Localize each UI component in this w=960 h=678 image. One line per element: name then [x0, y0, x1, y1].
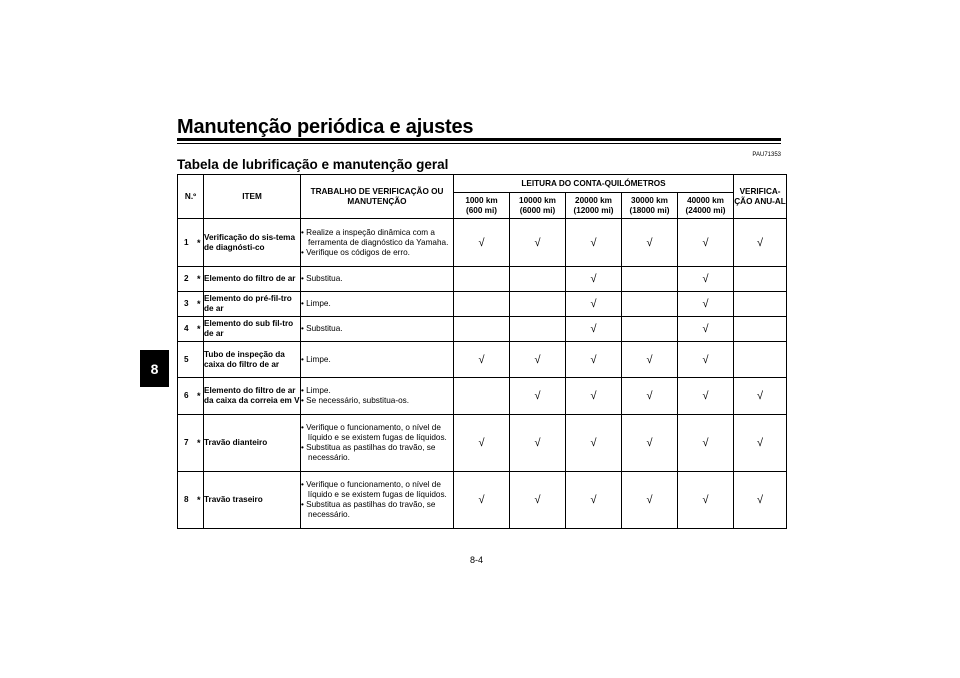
check-cell: √: [622, 378, 678, 415]
interval-header: 40000 km (24000 mi): [678, 193, 734, 219]
check-cell: [454, 267, 510, 292]
row-work: • Limpe. • Se necessário, substitua-os.: [301, 378, 454, 415]
check-cell: √: [454, 415, 510, 472]
check-cell: √: [566, 415, 622, 472]
check-cell: √: [678, 267, 734, 292]
check-cell: √: [678, 292, 734, 317]
check-cell: √: [510, 342, 566, 378]
col-header-work: TRABALHO DE VERIFICAÇÃO OU MANUTENÇÃO: [301, 175, 454, 219]
maintenance-table: [177, 174, 787, 529]
row-item: Elemento do filtro de ar da caixa da correia em V: [204, 378, 301, 415]
row-star: *: [195, 267, 204, 292]
row-number: 3: [178, 292, 195, 317]
check-cell: √: [454, 472, 510, 529]
check-cell: √: [734, 472, 787, 529]
check-cell: √: [566, 317, 622, 342]
check-cell: [622, 267, 678, 292]
check-cell: √: [510, 472, 566, 529]
row-number: 6: [178, 378, 195, 415]
title-rule-thin: [177, 143, 781, 144]
row-number: 2: [178, 267, 195, 292]
check-cell: [734, 267, 787, 292]
row-number: 1: [178, 219, 195, 267]
row-star: *: [195, 472, 204, 529]
check-cell: √: [622, 472, 678, 529]
section-heading: Tabela de lubrificação e manutenção geral: [177, 157, 449, 172]
row-number: 4: [178, 317, 195, 342]
header-row: [178, 175, 787, 193]
row-star: *: [195, 317, 204, 342]
section-tab: 8: [140, 350, 169, 387]
row-number: 8: [178, 472, 195, 529]
check-cell: [454, 292, 510, 317]
check-cell: √: [678, 342, 734, 378]
row-item: Verificação do sis-tema de diagnósti-co: [204, 219, 301, 267]
row-item: Tubo de inspeção da caixa do filtro de ar: [204, 342, 301, 378]
check-cell: √: [678, 219, 734, 267]
check-cell: √: [510, 378, 566, 415]
check-cell: √: [566, 267, 622, 292]
check-cell: [734, 317, 787, 342]
check-cell: [510, 292, 566, 317]
check-cell: √: [622, 342, 678, 378]
check-cell: √: [678, 317, 734, 342]
title-rule: [177, 138, 781, 141]
table-row: [178, 472, 787, 529]
check-cell: √: [566, 378, 622, 415]
table-row: [178, 292, 787, 317]
check-cell: [454, 378, 510, 415]
table-row: [178, 317, 787, 342]
check-cell: √: [678, 415, 734, 472]
check-cell: [510, 317, 566, 342]
check-cell: √: [622, 415, 678, 472]
check-cell: √: [566, 342, 622, 378]
check-cell: [622, 292, 678, 317]
check-cell: √: [510, 219, 566, 267]
check-cell: √: [454, 219, 510, 267]
col-header-no: N.º: [178, 175, 204, 219]
check-cell: √: [678, 472, 734, 529]
row-item: Elemento do sub fil-tro de ar: [204, 317, 301, 342]
row-item: Elemento do pré-fil-tro de ar: [204, 292, 301, 317]
check-cell: [454, 317, 510, 342]
check-cell: √: [734, 219, 787, 267]
row-item: Travão dianteiro: [204, 415, 301, 472]
check-cell: [622, 317, 678, 342]
row-star: *: [195, 415, 204, 472]
row-work: • Substitua.: [301, 267, 454, 292]
row-star: *: [195, 378, 204, 415]
table-row: [178, 378, 787, 415]
check-cell: √: [566, 219, 622, 267]
page-number: 8-4: [470, 555, 484, 565]
row-work: • Verifique o funcionamento, o nível de líquido e se existem fugas de líquidos. • Substitua as pastilhas do travão, se necessário.: [301, 472, 454, 529]
check-cell: √: [454, 342, 510, 378]
row-item: Elemento do filtro de ar: [204, 267, 301, 292]
row-work: • Limpe.: [301, 342, 454, 378]
row-item: Travão traseiro: [204, 472, 301, 529]
check-cell: √: [510, 415, 566, 472]
page-title: Manutenção periódica e ajustes: [177, 116, 474, 138]
check-cell: [734, 292, 787, 317]
row-star: *: [195, 219, 204, 267]
col-header-annual: VERIFICA-ÇÃO ANU-AL: [734, 175, 787, 219]
col-header-reading: LEITURA DO CONTA-QUILÓMETROS: [454, 175, 734, 193]
check-cell: √: [566, 292, 622, 317]
row-work: • Realize a inspeção dinâmica com a ferramenta de diagnóstico da Yamaha. • Verifique os códigos de erro.: [301, 219, 454, 267]
row-work: • Verifique o funcionamento, o nível de líquido e se existem fugas de líquidos. • Substitua as pastilhas do travão, se necessário.: [301, 415, 454, 472]
row-star: [195, 342, 204, 378]
interval-header: 20000 km (12000 mi): [566, 193, 622, 219]
table-row: [178, 267, 787, 292]
row-star: *: [195, 292, 204, 317]
table-row: [178, 219, 787, 267]
check-cell: √: [678, 378, 734, 415]
col-header-item: ITEM: [204, 175, 301, 219]
interval-header: 30000 km (18000 mi): [622, 193, 678, 219]
interval-header: 1000 km (600 mi): [454, 193, 510, 219]
check-cell: √: [734, 415, 787, 472]
table-row: [178, 415, 787, 472]
row-number: 7: [178, 415, 195, 472]
check-cell: √: [566, 472, 622, 529]
table-row: [178, 342, 787, 378]
doc-code: PAU71353: [752, 152, 781, 158]
interval-header: 10000 km (6000 mi): [510, 193, 566, 219]
row-work: • Limpe.: [301, 292, 454, 317]
row-number: 5: [178, 342, 195, 378]
check-cell: √: [622, 219, 678, 267]
check-cell: [734, 342, 787, 378]
check-cell: [510, 267, 566, 292]
check-cell: √: [734, 378, 787, 415]
row-work: • Substitua.: [301, 317, 454, 342]
